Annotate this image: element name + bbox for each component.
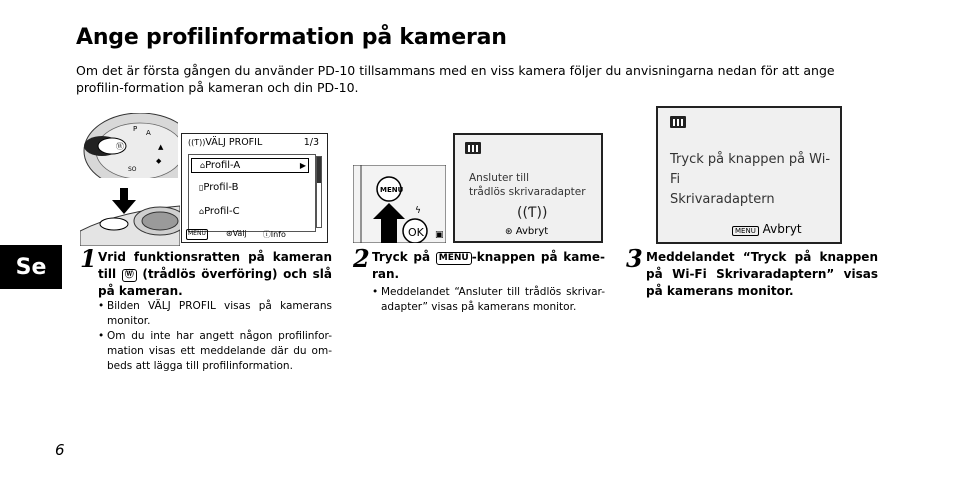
mode-dial-photo xyxy=(78,113,178,178)
page-title: Ange profilinformation på kameran xyxy=(76,25,507,50)
svg-text:▣: ▣ xyxy=(435,230,444,240)
antenna-icon: ((Ƭ)) xyxy=(517,205,548,221)
profile-item[interactable]: ⌂Profil-A ▶ xyxy=(191,158,309,173)
page-number: 6 xyxy=(55,441,65,459)
press-button-message: Tryck på knappen på Wi-Fi Skrivaradaptern xyxy=(670,152,831,207)
step-bullets xyxy=(372,285,605,315)
svg-text:Ⓦ: Ⓦ xyxy=(116,142,124,151)
scrollbar[interactable] xyxy=(316,156,322,228)
wireless-transfer-icon: Ⓦ xyxy=(122,269,137,282)
signal-icon xyxy=(670,116,686,128)
step-number: 1 xyxy=(80,244,97,273)
screen-title: ((Ƭ))VÄLJ PROFIL xyxy=(188,137,263,148)
ok-icon: ⊛Välj xyxy=(225,229,247,238)
intro-text: Om det är första gången du använder PD-10 tillsammans med en viss kamera följer du anvisningarna nedan för att ange profilin-formation på kameran och din PD-10. xyxy=(76,63,835,95)
profile-item[interactable]: ⌂Profil-C xyxy=(199,206,240,217)
svg-text:SO: SO xyxy=(128,166,137,173)
scrollbar-thumb[interactable] xyxy=(317,157,321,183)
step-heading: Meddelandet “Tryck på knappen på Wi-Fi Skrivaradaptern” visas på kamerans monitor. xyxy=(646,250,878,298)
help-icon: ⓘInfo xyxy=(262,230,286,239)
cancel-label[interactable]: MENU Avbryt xyxy=(732,222,802,236)
svg-text:A: A xyxy=(146,129,151,137)
profile-item[interactable]: ▯Profil-B xyxy=(199,182,239,193)
svg-text:P: P xyxy=(133,125,138,133)
step-number: 2 xyxy=(353,244,370,273)
menu-button-label: MENU xyxy=(380,186,404,194)
menu-button-photo xyxy=(353,165,446,243)
screen-footer xyxy=(186,229,326,240)
cancel-label[interactable]: ⊛ Avbryt xyxy=(505,226,549,237)
step-heading: Vrid funktionsratten på kameran till Ⓦ (trådlös överföring) och slå på kameran. xyxy=(98,250,332,298)
svg-text:◆: ◆ xyxy=(156,157,162,165)
connecting-message: Ansluter till trådlös skrivaradapter xyxy=(469,172,586,198)
home-icon: ⌂ xyxy=(200,161,206,170)
menu-icon: MENU xyxy=(436,252,472,265)
step-bullets xyxy=(98,299,332,374)
bullet-item: • Meddelandet “Ansluter till trådlös skrivar-adapter” visas på kamerans monitor. xyxy=(372,285,605,315)
signal-icon xyxy=(465,142,481,154)
bullet-item: • Bilden VÄLJ PROFIL visas på kamerans monitor. xyxy=(98,299,332,329)
svg-text:▲: ▲ xyxy=(158,143,164,151)
wireless-icon: ((Ƭ)) xyxy=(188,138,206,147)
language-tab: Se xyxy=(0,245,62,289)
press-button-screen xyxy=(656,106,842,244)
step-heading: Tryck på MENU -knappen på kame-ran. xyxy=(372,250,605,281)
building-icon: ▯ xyxy=(199,183,204,192)
svg-text:ϟ: ϟ xyxy=(415,206,421,216)
ok-button-label: OK xyxy=(408,226,424,239)
page-indicator: 1/3 xyxy=(303,137,319,148)
select-profile-screen xyxy=(181,133,328,243)
power-button-photo xyxy=(80,186,180,246)
arrow-right-icon: ▶ xyxy=(299,161,306,170)
home-icon: ⌂ xyxy=(199,207,205,216)
step-number: 3 xyxy=(626,244,643,273)
profile-list xyxy=(188,154,316,232)
bullet-item: • Om du inte har angett någon profilinfor-mation visas ett meddelande där du om-beds att lägga till profilinformation. xyxy=(98,329,332,374)
ok-icon: ⊛ xyxy=(505,227,513,237)
menu-icon: MENU xyxy=(186,229,208,240)
menu-icon: MENU xyxy=(732,226,759,236)
connecting-screen xyxy=(453,133,603,243)
